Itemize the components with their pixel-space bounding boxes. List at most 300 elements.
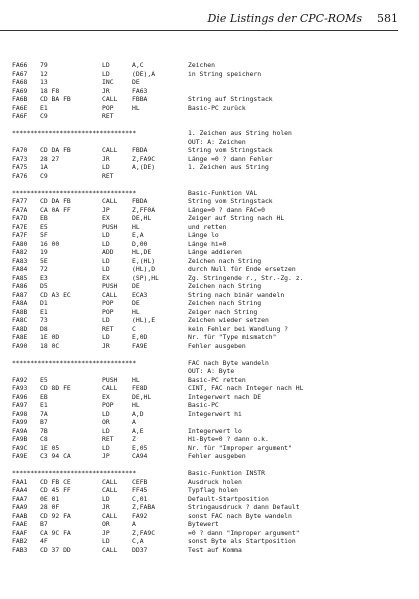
line-comment: sonst Byte als Startposition [188,537,296,545]
line-hex-bytes: 16 00 [40,239,60,248]
line-mnemonic: ADD [102,248,114,256]
line-hex-bytes: 28 27 [40,154,60,163]
line-operand: FBBA [132,95,148,103]
line-address: FA90 [12,341,28,350]
code-line [12,401,402,410]
line-operand: A,D [132,409,144,418]
line-mnemonic: PUSH [102,222,118,231]
line-operand: A [132,418,136,426]
line-mnemonic: LD [102,69,110,78]
line-hex-bytes: CD DA FB [40,197,71,205]
line-mnemonic: EX [102,214,110,222]
line-address: FA8B [12,307,28,316]
line-operand: FE8D [132,384,148,392]
code-line [12,486,402,495]
line-address: FA66 [12,61,28,69]
line-mnemonic: JR [102,154,110,163]
line-comment: Zeichen nach String [188,299,262,307]
line-mnemonic: CALL [102,146,118,154]
line-hex-bytes: CA 9C FA [40,528,71,537]
blank-line [12,461,402,470]
line-mnemonic: JP [102,205,110,214]
line-comment: Länge =0 ? dann Fehler [188,154,273,163]
line-address: FA70 [12,146,28,154]
line-hex-bytes: CD 45 FF [40,486,71,494]
line-comment: Zeichen nach String [188,282,262,290]
line-mnemonic: LD [102,239,110,248]
line-operand: D,00 [132,239,148,248]
line-address: FA93 [12,384,28,392]
line-comment: Basic-PC retten [188,375,246,384]
code-line [12,265,402,274]
line-mnemonic: OR [102,418,110,426]
line-operand: CEFB [132,477,148,486]
code-line [12,95,402,104]
line-hex-bytes: 18 0C [40,341,60,350]
line-hex-bytes: E1 [40,307,48,316]
line-comment: Default-Startposition [188,494,269,503]
section-note-text: OUT: A: Zeichen [188,137,246,146]
code-line [12,274,402,283]
line-hex-bytes: E5 [40,375,48,384]
code-line [12,537,402,546]
line-mnemonic: CALL [102,95,118,103]
line-address: FAAF [12,528,28,537]
line-comment: String auf Stringstack [188,95,273,103]
line-comment: Bytewert [188,520,219,528]
line-comment: Zeichen [188,61,215,69]
line-hex-bytes: 79 [40,61,48,69]
line-hex-bytes: CD A3 EC [40,290,71,299]
line-mnemonic: JR [102,341,110,350]
line-mnemonic: LD [102,231,110,239]
line-mnemonic: JR [102,86,110,95]
line-address: FA7D [12,214,28,222]
line-operand: HL [132,375,140,384]
code-line [12,299,402,308]
line-operand: FBDA [132,197,148,205]
line-address: FA8E [12,333,28,341]
section-note-text: OUT: A: Byte [188,367,235,375]
line-comment: sonst FAC nach Byte wandeln [188,511,292,520]
line-hex-bytes: 13 [40,78,48,86]
line-mnemonic: CALL [102,511,118,520]
line-hex-bytes: CD DA FB [40,146,71,154]
line-comment: Nr. für "Type mismatch" [188,333,277,341]
line-comment: Länge addieren [188,248,242,256]
line-comment: Integerwert lo [188,426,242,435]
line-hex-bytes: C9 [40,112,48,120]
line-operand: E,05 [132,443,148,452]
line-address: FA82 [12,248,28,256]
line-operand: C,A [132,537,144,545]
line-operand: (HL),D [132,265,156,273]
code-line [12,384,402,393]
line-mnemonic: EX [102,273,110,282]
line-mnemonic: LD [102,316,110,324]
code-line [12,146,402,155]
line-hex-bytes: D8 [40,324,48,333]
line-hex-bytes: EB [40,392,48,401]
line-operand: DE [132,78,140,86]
line-operand: E,A [132,231,144,239]
line-comment: Ausdruck holen [188,477,242,486]
section-title: Basic-Funktion INSTR [188,469,265,477]
line-comment: Basic-PC zurück [188,103,246,112]
line-mnemonic: POP [102,401,114,409]
blank-line [12,121,402,130]
separator-stars: ********************************** [12,129,137,137]
line-address: FA85 [12,273,28,282]
line-operand: HL [132,307,140,316]
line-mnemonic: INC [102,78,114,86]
line-address: FA8C [12,316,28,324]
line-operand: FBDA [132,146,148,154]
line-hex-bytes: 5F [40,231,48,239]
line-address: FA9C [12,443,28,452]
line-address: FA67 [12,69,28,78]
code-line [12,163,402,172]
line-operand: E,0D [132,333,148,341]
line-mnemonic: CALL [102,486,118,494]
code-line [12,316,402,325]
line-address: FAA1 [12,477,28,486]
line-address: FAAB [12,511,28,520]
line-operand: C,01 [132,494,148,503]
line-hex-bytes: 73 [40,316,48,324]
separator-stars: ********************************** [12,188,137,197]
line-address: FA9E [12,452,28,460]
line-hex-bytes: CD 92 FA [40,511,71,520]
line-hex-bytes: CD FB CE [40,477,71,486]
separator-stars: ********************************** [12,358,137,367]
line-operand: C [132,324,136,333]
line-operand: DE,HL [132,392,152,401]
line-mnemonic: POP [102,307,114,316]
line-comment: =0 ? dann "Improper argument" [188,528,300,537]
line-operand: Z [132,435,136,443]
line-comment: Fehler ausgeben [188,452,246,460]
line-comment: Test auf Komma [188,545,242,554]
line-mnemonic: LD [102,61,110,69]
code-line [12,410,402,419]
code-line [12,248,402,257]
section-title: Basic-Funktion VAL [188,188,258,197]
code-line [12,452,402,461]
code-line [12,231,402,240]
code-line [12,291,402,300]
line-comment: String vom Stringstack [188,146,273,154]
line-address: FAB3 [12,545,28,554]
line-operand: HL [132,103,140,112]
line-operand: A,(DE) [132,163,156,171]
line-mnemonic: POP [102,103,114,112]
line-comment: durch Null für Ende ersetzen [188,265,296,273]
line-operand: HL [132,401,140,409]
page-number: 581 [377,12,398,25]
line-address: FA9B [12,435,28,443]
line-mnemonic: CALL [102,545,118,554]
code-line [12,393,402,402]
line-operand: A,E [132,426,144,435]
line-mnemonic: RET [102,112,114,120]
line-mnemonic: CALL [102,384,118,392]
line-comment: String vom Stringstack [188,197,273,205]
line-address: FAA9 [12,503,28,511]
code-line [12,87,402,96]
line-mnemonic: CALL [102,290,118,299]
line-operand: E,(HL) [132,256,156,265]
line-address: FA7F [12,231,28,239]
line-mnemonic: JP [102,452,110,460]
section-note [12,138,402,147]
line-mnemonic: LD [102,443,110,452]
line-mnemonic: EX [102,392,110,401]
line-address: FA8D [12,324,28,333]
code-line [12,503,402,512]
line-hex-bytes: D5 [40,282,48,290]
line-comment: Zeiger nach String [188,307,258,316]
line-address: FA96 [12,392,28,401]
line-operand: HL [132,222,140,231]
line-hex-bytes: E1 [40,103,48,112]
separator-stars: ********************************** [12,469,137,477]
line-mnemonic: JP [102,528,110,537]
line-operand: FA9E [132,341,148,350]
section-separator [12,129,402,138]
line-address: FAA7 [12,494,28,503]
line-hex-bytes: B7 [40,418,48,426]
code-line [12,333,402,342]
section-title: 1. Zeichen aus String holen [188,129,292,137]
line-comment: Integerwert hi [188,409,242,418]
section-title: FAC nach Byte wandeln [188,358,269,367]
code-line [12,444,402,453]
line-hex-bytes: E3 [40,273,48,282]
code-line [12,78,402,87]
line-address: FA6F [12,112,28,120]
line-address: FA97 [12,401,28,409]
code-line [12,325,402,334]
line-hex-bytes: 18 F8 [40,86,60,95]
line-hex-bytes: CD 8D FE [40,384,71,392]
line-operand: FF45 [132,486,148,494]
code-line [12,342,402,351]
line-operand: Z,FA9C [132,154,156,163]
blank-line [12,350,402,359]
line-address: FA6B [12,95,28,103]
code-line [12,520,402,529]
section-note [12,367,402,376]
line-operand: Z,FA9C [132,528,156,537]
line-comment: Hi-Byte=0 ? dann o.k. [188,435,269,443]
line-comment: Zeichen nach String [188,256,262,265]
line-hex-bytes: E1 [40,401,48,409]
section-separator [12,359,402,368]
line-operand: DE [132,282,140,290]
line-hex-bytes: E5 [40,222,48,231]
line-operand: ECA3 [132,290,148,299]
line-address: FA87 [12,290,28,299]
line-address: FAB2 [12,537,28,545]
code-line [12,512,402,521]
code-line [12,197,402,206]
line-hex-bytes: 5E [40,256,48,265]
line-mnemonic: JR [102,503,110,511]
line-operand: A [132,520,136,528]
line-hex-bytes: 12 [40,69,48,78]
line-operand: DE,HL [132,214,152,222]
line-address: FA7A [12,205,28,214]
code-line [12,70,402,79]
code-line [12,308,402,317]
line-operand: FA63 [132,86,148,95]
line-hex-bytes: 4F [40,537,48,545]
code-line [12,435,402,444]
line-hex-bytes: 72 [40,265,48,273]
line-hex-bytes: 7A [40,409,48,418]
line-address: FA8A [12,299,28,307]
line-hex-bytes: C8 [40,435,48,443]
code-line [12,223,402,232]
line-operand: Z,FF0A [132,205,156,214]
section-separator [12,469,402,478]
line-comment: und retten [188,222,227,231]
line-address: FA98 [12,409,28,418]
line-hex-bytes: C9 [40,171,48,180]
line-hex-bytes: 1A [40,163,48,171]
line-mnemonic: LD [102,537,110,545]
line-comment: Nr. für "Improper argument" [188,443,292,452]
running-title: Die Listings der CPC-ROMs [207,12,362,25]
line-address: FA68 [12,78,28,86]
line-address: FA83 [12,256,28,265]
line-address: FA73 [12,154,28,163]
section-separator [12,189,402,198]
line-mnemonic: PUSH [102,282,118,290]
code-line [12,282,402,291]
line-address: FA92 [12,375,28,384]
line-comment: String nach binär wandeln [188,290,285,299]
code-line [12,478,402,487]
line-hex-bytes: 0E 01 [40,494,60,503]
line-hex-bytes: 28 0F [40,503,60,511]
line-comment: Länge hi=0 [188,239,227,248]
line-mnemonic: LD [102,163,110,171]
line-comment: in String speichern [188,69,262,78]
line-comment: kein Fehler bei Wandlung ? [188,324,289,333]
code-line [12,112,402,121]
code-line [12,529,402,538]
line-mnemonic: POP [102,299,114,307]
assembly-listing [12,61,402,554]
line-address: FA7E [12,222,28,231]
line-mnemonic: CALL [102,197,118,205]
line-comment: CINT, FAC nach Integer nach HL [188,384,304,392]
blank-line [12,180,402,189]
code-line [12,240,402,249]
line-operand: CA94 [132,452,148,460]
line-address: FA80 [12,239,28,248]
line-mnemonic: PUSH [102,375,118,384]
line-operand: A,C [132,61,144,69]
code-line [12,546,402,555]
line-comment: Zg. Stringende r., Str.-Zg. z. [188,273,304,282]
line-hex-bytes: C3 94 CA [40,452,71,460]
line-address: FA6E [12,103,28,112]
line-operand: FA92 [132,511,148,520]
line-address: FAA4 [12,486,28,494]
code-line [12,206,402,215]
line-operand: (DE),A [132,69,156,78]
line-mnemonic: LD [102,265,110,273]
line-mnemonic: CALL [102,477,118,486]
code-line [12,427,402,436]
code-line [12,104,402,113]
line-hex-bytes: CA 0A FF [40,205,71,214]
code-line [12,155,402,164]
line-hex-bytes: CD 37 DD [40,545,71,554]
line-hex-bytes: 7B [40,426,48,435]
line-operand: Z,FABA [132,503,156,511]
line-operand: (SP),HL [132,273,159,282]
code-line [12,172,402,181]
code-line [12,376,402,385]
line-mnemonic: LD [102,333,110,341]
line-comment: Zeichen wieder setzen [188,316,269,324]
line-comment: 1. Zeichen aus String [188,163,269,171]
code-line [12,61,402,70]
line-hex-bytes: 19 [40,248,48,256]
line-comment: Basic-PC [188,401,219,409]
line-mnemonic: RET [102,171,114,180]
line-operand: DE [132,299,140,307]
line-mnemonic: RET [102,324,114,333]
line-comment: Zeiger auf String nach HL [188,214,285,222]
line-address: FA76 [12,171,28,180]
line-comment: Typflag holen [188,486,239,494]
line-address: FA84 [12,265,28,273]
page-header [0,10,398,31]
line-comment: Integerwert nach DE [188,392,262,401]
code-line [12,257,402,266]
line-address: FA86 [12,282,28,290]
line-mnemonic: LD [102,409,110,418]
line-hex-bytes: 1E 0D [40,333,60,341]
line-operand: DD37 [132,545,148,554]
line-hex-bytes: 1E 05 [40,443,60,452]
line-hex-bytes: CD BA FB [40,95,71,103]
code-line [12,214,402,223]
line-operand: HL,DE [132,248,152,256]
line-hex-bytes: EB [40,214,48,222]
line-hex-bytes: D1 [40,299,48,307]
line-comment: Stringausdruck ? dann Default [188,503,300,511]
line-address: FA75 [12,163,28,171]
line-comment: Fehler ausgeben [188,341,246,350]
line-address: FA9A [12,426,28,435]
line-address: FA69 [12,86,28,95]
line-comment: Länge lo [188,231,219,239]
line-mnemonic: LD [102,256,110,265]
code-line [12,418,402,427]
line-address: FA77 [12,197,28,205]
line-mnemonic: RET [102,435,114,443]
code-line [12,495,402,504]
line-mnemonic: LD [102,494,110,503]
line-hex-bytes: B7 [40,520,48,528]
line-address: FAAE [12,520,28,528]
